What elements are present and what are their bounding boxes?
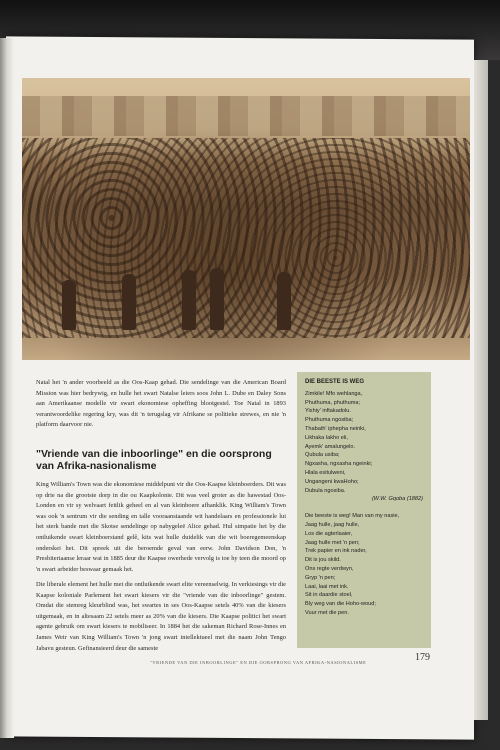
afrikaans-poem bbox=[305, 512, 423, 618]
photo-figure bbox=[182, 270, 196, 330]
page-edge bbox=[474, 60, 488, 720]
running-footer: "VRIENDE VAN DIE INBOORLINGE" EN DIE OORSPRONG VAN AFRIKA-NASIONALISME bbox=[150, 660, 367, 665]
photo-figure bbox=[122, 274, 136, 330]
poem-line: Gryp 'n pen; bbox=[305, 574, 336, 581]
poem-line: Likhaka lakho eli, bbox=[305, 434, 348, 441]
poem-line: Bly weg van die Hoho-woud; bbox=[305, 601, 376, 608]
intro-paragraph: Natal het 'n ander voorbeeld as die Oos-Kaap gehad. Die sendelinge van die American Board Mission was hier bedrywig, en hulle het swart Natalse leiers soos John L. Dube en Daley Sons aan Amerikaanse modelle vir swart ekonomiese opheffing blootgestel. Toe Natal in 1893 verantwoordelike regering kry, was dit 'n terugslag vir Afrikane se politieke strewes, en nie 'n platform daarvoor nie. bbox=[36, 379, 286, 429]
poem-attribution: (W.W. Gqoba (1882) bbox=[371, 496, 423, 503]
poem-sidebar bbox=[297, 372, 431, 648]
poem-line: Los die agterlaaier, bbox=[305, 530, 353, 537]
poem-line: Laai, laai met ink. bbox=[305, 583, 349, 590]
poem-line: Dit is jou skild. bbox=[305, 557, 341, 564]
poem-line: Sit in daardie stoel, bbox=[305, 592, 353, 599]
poem-line: Zimkile! Mfo wehlanga, bbox=[305, 390, 363, 397]
poem-line: Dubula ngosiba. bbox=[305, 487, 346, 494]
poem-line: Ayemk' amalungelo. bbox=[305, 443, 356, 450]
photo-figure bbox=[210, 268, 224, 330]
body-paragraph-2: Die liberale element het hulle met die ontluikende swart elite vereenselwig. In verkiesings vir die Kaapse koloniale Parlement het swart kiesers vir die "vriende van die inboorlinge" gestem. Omdat die stemreg kleurblind was, het swartes in ses Oos-Kaapse setels 40% van die kiesers uitgemaak, en in altesaam 22 setels meer as 20% van die kiesers. Die Kaapse politici het swart agente gebruik om swart kiesers te mobiliseer. In 1884 het die sakeman Richard Rose-Innes en James Weir van King William's Town 'n jong swart intellektueel met die naam John Tengo Jabavu gesteun. Gefinansieerd deur die sameste bbox=[36, 581, 286, 652]
poem-line: Die beeste is weg! Man van my nasie, bbox=[305, 513, 400, 520]
body-paragraph-1: King William's Town was die ekonomiese middelpunt vir die Oos-Kaapse kleinboerders. Dit was op drie na die grootste dorp in die ou Kaapkolonie. Dit was veel groter as die hawestad Oos-Londen en vir sy welvaart feitlik geheel en al van kleinboere afhanklik. King William's Town was ook 'n sentrum vir die sending en talle vooraanstaande wit handelaars en professionele lui het sterk bande met die Skotse sendelinge op nabygeleë Alice gehad. Hul simpatie het by die ontluikende swart kleinboerstand gelê, kits wat hulle duidelik van die wit boeregemeenskap onderskei het. Dit spreek uit die beroemde geval van eerw. John Davidson Don, 'n Presbiteriaanse leraar wat in 1885 deur die Kaapse owerhede vervolg is toe hy teen die moord op 'n swart arbeider beswaar gemaak het. bbox=[36, 481, 286, 573]
xhosa-poem bbox=[305, 390, 423, 496]
poem-line: Hlala esitulweni, bbox=[305, 469, 346, 476]
book-binding bbox=[0, 38, 14, 738]
poem-line: Yishiy' inftakadolu. bbox=[305, 408, 351, 415]
photo-ox-wagons-crowd bbox=[22, 138, 470, 338]
poem-line: Jaag hulle, jaag hulle, bbox=[305, 521, 360, 528]
poem-line: Ungangeni kwaHoho; bbox=[305, 478, 359, 485]
poem-line: Ons regte verdwyn, bbox=[305, 565, 354, 572]
poem-line: Vuur met die pen. bbox=[305, 609, 349, 616]
poem-line: Phuthuma, phuthuma; bbox=[305, 399, 361, 406]
photo-figure bbox=[277, 272, 291, 330]
photo-buildings bbox=[22, 96, 470, 136]
poem-line: Jaag hulle met 'n pen; bbox=[305, 539, 360, 546]
sidebar-heading: DIE BEESTE IS WEG bbox=[305, 379, 365, 385]
poem-line: Qubula usiba; bbox=[305, 452, 340, 459]
historical-photograph bbox=[22, 78, 470, 360]
poem-line: Ngxasha, ngxasha ngeinki; bbox=[305, 461, 373, 468]
page-number: 179 bbox=[415, 652, 430, 663]
poem-line: Trek papier en ink nader, bbox=[305, 548, 367, 555]
section-heading: "Vriende van die inboorlinge" en die oorsprong van Afrika-nasionalisme bbox=[36, 448, 272, 472]
poem-line: Phuthuma ngosiba; bbox=[305, 417, 354, 424]
poem-line: Thabath' iphepha neinki, bbox=[305, 425, 366, 432]
photo-figure bbox=[62, 280, 76, 330]
